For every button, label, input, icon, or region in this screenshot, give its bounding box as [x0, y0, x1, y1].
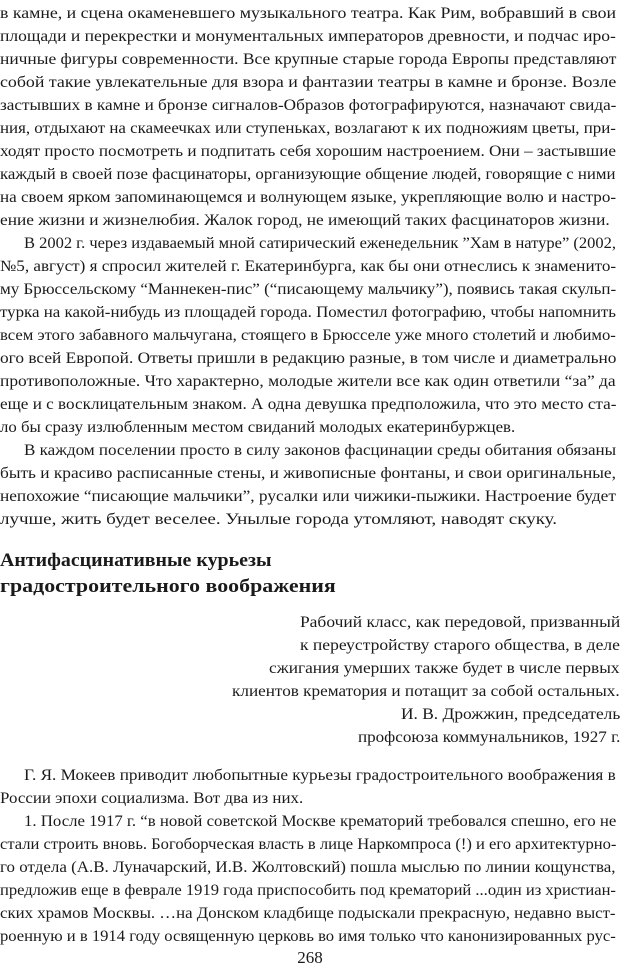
text-line: стали строить вновь. Богоборческая власть в лице Наркомпроса (!) и его архитектурно-: [0, 836, 617, 853]
text-line: роенную и в 1914 году освященную церковь во имя только что канонизированных рус-: [0, 928, 616, 945]
text-line: быть и красиво расписанные стены, и живописные фонтаны, и свои оригинальные,: [0, 465, 616, 482]
text-line: лучше, жить будет веселее. Унылые города утомляют, наводят скуку.: [0, 511, 558, 528]
text-line: В 2002 г. через издаваемый мной сатирический еженедельник ”Хам в натуре” (2002,: [24, 235, 616, 252]
text-line: ских храмов Москвы. …на Донском кладбище подыскали прекрасную, недавно выст-: [0, 905, 616, 922]
epigraph-line: к переустройству старого общества, в деле: [300, 637, 620, 654]
text-line: собой такие увлекательные для взора и фантазии театры в камне и бронзе. Возле: [0, 74, 617, 91]
text-line: каждый в своей позе фасцинаторы, организующие общение людей, говорящие с ними: [0, 166, 616, 183]
epigraph-source: профсоюза коммунальников, 1927 г.: [357, 729, 620, 746]
text-line: ходят просто посмотреть и подпитать себя хорошим настроением. Они – застывшие: [0, 143, 617, 160]
text-line: на своем ярком запоминающемся и волнующем языке, укрепляющие волю и настро-: [0, 189, 617, 206]
text-line: 1. После 1917 г. “в новой советской Москве крематорий требовался спешно, его не: [24, 813, 617, 830]
text-line: непохожие “писающие мальчики”, русалки или чижики-пыжики. Настроение будет: [0, 488, 616, 505]
page-number: 268: [297, 948, 323, 967]
text-line: предложив еще в феврале 1919 года приспособить под крематорий ...один из христиан-: [0, 882, 616, 899]
text-line: всем этого забавного мальчугана, стоящего в Брюсселе уже много столетий и любимо-: [0, 327, 616, 344]
text-line: площади и перекрестки и монументальных императоров древности, и подчас иро-: [0, 28, 616, 45]
text-line: противоположные. Что характерно, молодые жители все как один ответили “за” да: [0, 373, 616, 390]
text-line: го отдела (А.В. Луначарский, И.В. Жолтовский) пошла мыслью по линии кощунства,: [0, 859, 616, 876]
text-line: ничные фигуры современности. Все крупные старые города Европы представляют: [0, 51, 617, 68]
text-line: еще и с восклицательным знаком. А одна девушка предположила, что это место ста-: [0, 396, 617, 413]
text-line: застывших в камне и бронзе сигналов-Образов фотографируются, назначают свида-: [0, 97, 617, 114]
epigraph-line: Рабочий класс, как передовой, призванный: [299, 614, 620, 631]
text-line: ния, отдыхают на скамеечках или ступеньках, возлагают к их подножиям цветы, при-: [0, 120, 616, 137]
text-line: му Брюссельскому “Маннекен-пис” (“писающему мальчику”), появись такая скульп-: [0, 281, 617, 298]
heading-line: Антифасцинативные курьезы: [0, 550, 272, 571]
epigraph-line: клиентов крематория и потащит за собой остальных.: [232, 683, 620, 700]
text-line: турка на какой-нибудь из площадей города. Поместил фотографию, чтобы напомнить: [0, 304, 617, 321]
text-line: №5, август) я спросил жителей г. Екатеринбурга, как бы они отнеслись к знаменито-: [0, 258, 617, 275]
text-line: ло бы сразу излюбленным местом свиданий молодых екатеринбуржцев.: [0, 419, 516, 436]
text-line: России эпохи социализма. Вот два из них.: [0, 790, 304, 807]
epigraph-line: сжигания умерших также будет в числе первых: [269, 660, 620, 677]
text-line: Г. Я. Мокеев приводит любопытные курьезы градостроительного воображения в: [24, 767, 616, 784]
text-line: ение жизни и жизнелюбия. Жалок город, не имеющий таких фасцинаторов жизни.: [0, 212, 610, 229]
text-line: ого всей Европой. Ответы пришли в редакцию разные, в том числе и диаметрально: [0, 350, 617, 367]
text-line: в камне, и сцена окаменевшего музыкального театра. Как Рим, вобравший в свои: [0, 5, 617, 22]
heading-line: градостроительного воображения: [0, 576, 336, 597]
text-line: В каждом поселении просто в силу законов фасцинации среды обитания обязаны: [24, 442, 617, 459]
epigraph-author: И. В. Дрожжин, председатель: [400, 706, 620, 723]
